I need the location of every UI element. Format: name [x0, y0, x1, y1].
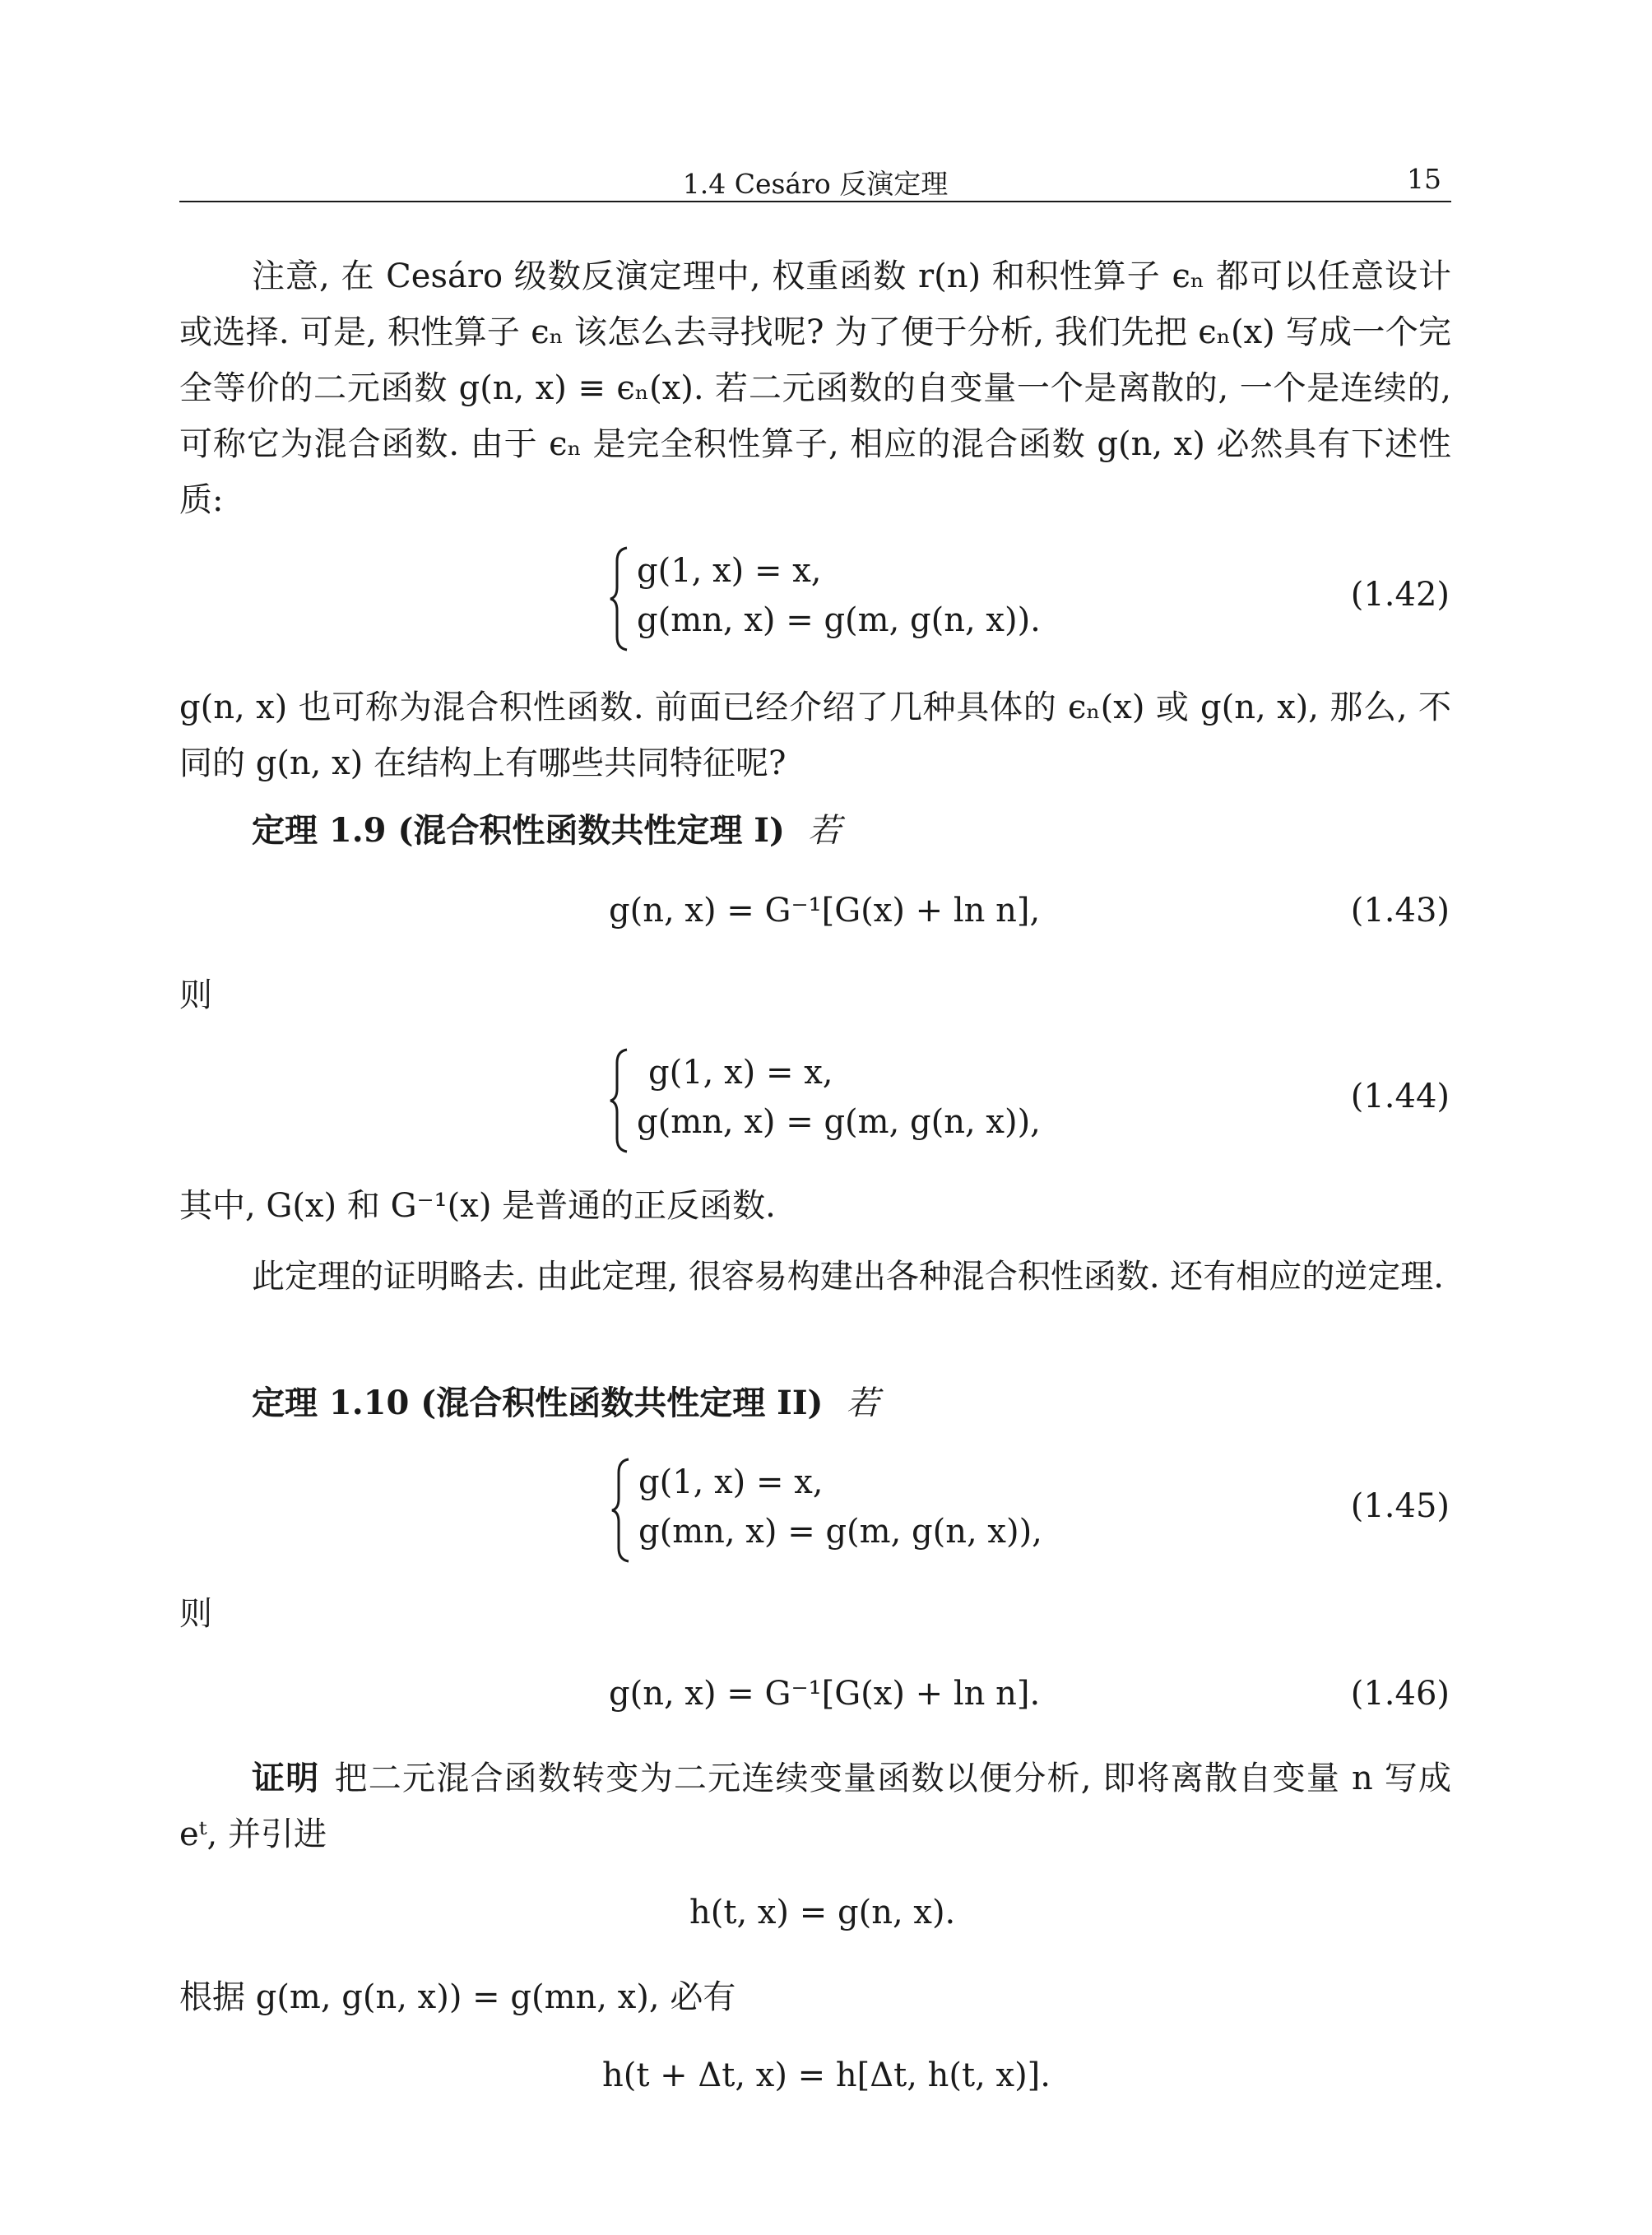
equation-number: (1.44) — [1350, 1078, 1450, 1115]
equation-line: g(mn, x) = g(m, g(n, x)). — [637, 601, 1041, 639]
equation-text: g(n, x) = G⁻¹[G(x) + ln n]. — [609, 1675, 1041, 1713]
paragraph-intro: 注意, 在 Cesáro 级数反演定理中, 权重函数 r(n) 和积性算子 ϵₙ 都可以任意设计或选择. 可是, 积性算子 ϵₙ 该怎么去寻找呢? 为了便于分析, 我们先把 ϵₙ(x) 写成一个完全等价的二元函数 g(n, x) ≡ ϵₙ(x). 若二元函数的自变量一个是离散的, 一个是连续的, 可称它为混合函数. 由于 ϵₙ 是完全积性算子, 相应的混合函数 g(n, x) 必然具有下述性质: — [179, 257, 1451, 519]
theorem-label: 定理 1.9 (混合积性函数共性定理 I) — [252, 811, 785, 850]
equation-text: g(n, x) = G⁻¹[G(x) + ln n], — [609, 892, 1041, 930]
paragraph-inverse-note: 其中, G(x) 和 G⁻¹(x) 是普通的正反函数. — [179, 1187, 776, 1225]
equation-1-44 — [179, 1045, 1451, 1160]
equation-number: (1.42) — [1350, 576, 1450, 614]
equation-line: g(1, x) = x, — [648, 1054, 833, 1092]
then-label: 则 — [179, 1595, 212, 1633]
left-brace — [609, 1048, 632, 1153]
proof-label: 证明 — [252, 1759, 320, 1797]
paragraph-proof-omitted: 此定理的证明略去. 由此定理, 很容易构建出各种混合积性函数. 还有相应的逆定理. — [252, 1258, 1445, 1296]
equation-number: (1.43) — [1350, 892, 1450, 930]
proof-text: 把二元混合函数转变为二元连续变量函数以便分析, 即将离散自变量 n 写成 eᵗ, 并引进 — [179, 1760, 1452, 1853]
paragraph-mixed-function: g(n, x) 也可称为混合积性函数. 前面已经介绍了几种具体的 ϵₙ(x) 或 g(n, x), 那么, 不同的 g(n, x) 在结构上有哪些共同特征呢? — [179, 689, 1451, 782]
equation-1-43 — [179, 892, 1451, 941]
header-rule — [179, 201, 1451, 202]
equation-number: (1.46) — [1350, 1675, 1450, 1713]
equation-line: g(mn, x) = g(m, g(n, x)), — [637, 1103, 1041, 1141]
then-label: 则 — [179, 976, 212, 1014]
left-brace — [609, 546, 632, 651]
page-number: 15 — [1407, 163, 1441, 195]
equation-h-recurrence — [179, 2056, 1451, 2106]
equation-1-42 — [179, 543, 1451, 658]
section-title: 1.4 Cesáro 反演定理 — [682, 168, 949, 200]
proof-paragraph — [179, 1750, 1451, 1862]
equation-h-definition — [179, 1894, 1451, 1943]
theorem-keyword: 若 — [807, 812, 841, 850]
theorem-1-10 — [252, 1375, 879, 1431]
theorem-keyword: 若 — [846, 1384, 879, 1422]
equation-line: g(1, x) = x, — [638, 1463, 824, 1501]
theorem-label: 定理 1.10 (混合积性函数共性定理 II) — [252, 1384, 824, 1422]
equation-number: (1.45) — [1350, 1487, 1450, 1525]
paragraph-according: 根据 g(m, g(n, x)) = g(mn, x), 必有 — [179, 1978, 736, 2016]
equation-line: g(1, x) = x, — [637, 552, 822, 590]
equation-line: g(mn, x) = g(m, g(n, x)), — [638, 1513, 1042, 1551]
equation-1-46 — [179, 1675, 1451, 1724]
running-header — [179, 161, 1451, 199]
equation-text: h(t + Δt, x) = h[Δt, h(t, x)]. — [602, 2056, 1051, 2094]
equation-text: h(t, x) = g(n, x). — [689, 1894, 956, 1931]
left-brace — [610, 1458, 633, 1563]
theorem-1-9 — [252, 803, 841, 859]
equation-1-45 — [179, 1454, 1451, 1570]
